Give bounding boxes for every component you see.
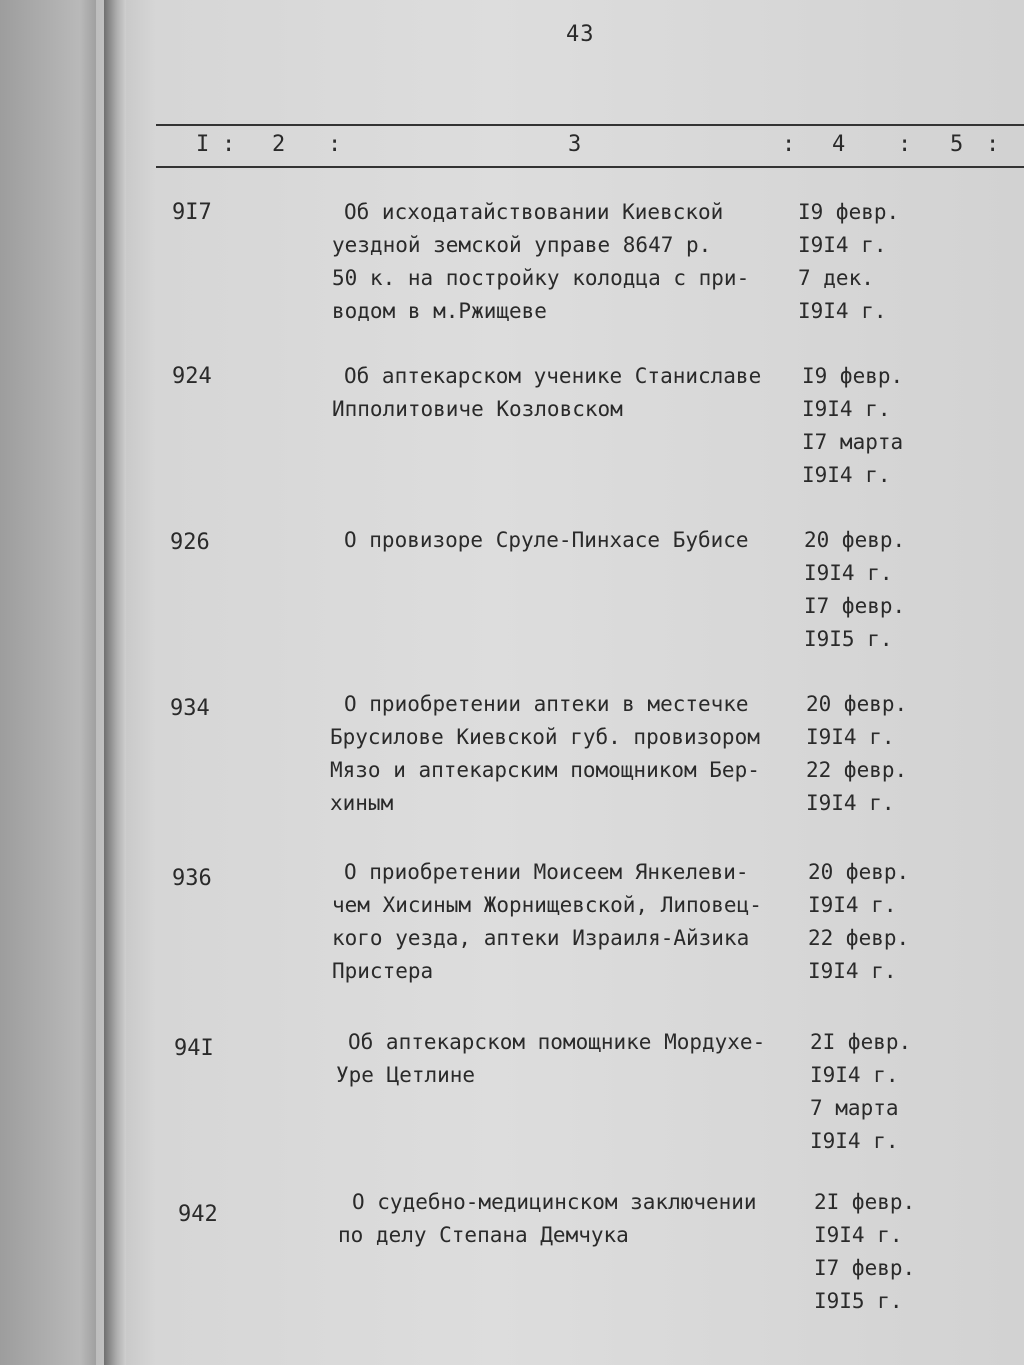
facing-page-edge (0, 0, 110, 1365)
entry-number: 934 (170, 696, 210, 721)
date-line: I9I4 г. (802, 397, 891, 421)
date-line: I9I4 г. (808, 893, 897, 917)
date-line: I7 февр. (814, 1256, 916, 1280)
date-line: 2I февр. (810, 1030, 912, 1054)
header-rule-bottom (156, 166, 1024, 168)
date-line: I7 февр. (804, 594, 906, 618)
date-line: I9I4 г. (810, 1063, 899, 1087)
date-line: I9I4 г. (808, 959, 897, 983)
date-line: I7 марта (802, 430, 904, 454)
entry-description (338, 1186, 808, 1252)
date-line: I9I4 г. (806, 725, 895, 749)
date-line: 2I февр. (814, 1190, 916, 1214)
entry-dates (808, 856, 1008, 988)
date-line: I9I4 г. (798, 233, 887, 257)
date-line: I9I4 г. (806, 791, 895, 815)
entry-number: 924 (172, 364, 212, 389)
description-line: Об аптекарском помощнике Мордухе- (348, 1030, 766, 1054)
description-line: Ипполитовиче Козловском (332, 397, 623, 421)
entry-dates (810, 1026, 1010, 1158)
entry-description (332, 196, 802, 328)
date-line: I9I4 г. (810, 1129, 899, 1153)
column-separator: : (898, 132, 912, 157)
header-rule-top (156, 124, 1024, 126)
date-line: 7 дек. (798, 266, 874, 290)
description-line: по делу Степана Демчука (338, 1223, 629, 1247)
column-separator: : (986, 132, 1000, 157)
description-line: чем Хисиным Жорнищевской, Липовец- (332, 893, 762, 917)
description-line: О судебно-медицинском заключении (352, 1190, 757, 1214)
description-line: О провизоре Сруле-Пинхасе Бубисе (344, 528, 749, 552)
column-separator: : (222, 132, 236, 157)
entry-description (332, 856, 802, 988)
description-line: Уре Цетлине (336, 1063, 476, 1087)
entry-dates (802, 360, 1002, 492)
column-separator: : (782, 132, 796, 157)
description-line: Пристера (332, 959, 434, 983)
entry-description (330, 524, 800, 557)
entry-number: 94I (174, 1036, 214, 1061)
book-gutter (104, 0, 126, 1365)
date-line: I9I4 г. (814, 1223, 903, 1247)
date-line: I9 февр. (798, 200, 900, 224)
date-line: 20 февр. (804, 528, 906, 552)
date-line: I9I4 г. (798, 299, 887, 323)
description-line: Об аптекарском ученике Станиславе (344, 364, 762, 388)
entry-dates (806, 688, 1006, 820)
entry-number: 942 (178, 1202, 218, 1227)
description-line: Брусилове Киевской губ. провизором (330, 725, 760, 749)
date-line: 22 февр. (806, 758, 908, 782)
description-line: Мязо и аптекарским помощником Бер- (330, 758, 760, 782)
date-line: 22 февр. (808, 926, 910, 950)
entry-number: 926 (170, 530, 210, 555)
date-line: 7 марта (810, 1096, 899, 1120)
description-line: кого уезда, аптеки Израиля-Айзика (332, 926, 750, 950)
entry-number: 9I7 (172, 200, 212, 225)
date-line: I9I5 г. (814, 1289, 903, 1313)
column-header-5: 5 (950, 132, 964, 157)
column-separator: : (328, 132, 342, 157)
column-header-1: I (196, 132, 210, 157)
entry-dates (798, 196, 998, 328)
entry-dates (804, 524, 1004, 656)
description-line: хиным (330, 791, 394, 815)
date-line: I9 февр. (802, 364, 904, 388)
entry-description (336, 1026, 806, 1092)
page-number: 43 (566, 22, 595, 47)
entry-description (332, 360, 802, 426)
date-line: 20 февр. (806, 692, 908, 716)
entry-description (330, 688, 800, 820)
date-line: I9I5 г. (804, 627, 893, 651)
description-line: Об исходатайствовании Киевской (344, 200, 724, 224)
column-header-2: 2 (272, 132, 286, 157)
description-line: О приобретении Моисеем Янкелеви- (344, 860, 749, 884)
date-line: I9I4 г. (804, 561, 893, 585)
description-line: О приобретении аптеки в местечке (344, 692, 749, 716)
date-line: I9I4 г. (802, 463, 891, 487)
entry-dates (814, 1186, 1014, 1318)
description-line: уездной земской управе 8647 р. (332, 233, 712, 257)
entry-number: 936 (172, 866, 212, 891)
date-line: 20 февр. (808, 860, 910, 884)
column-header-3: 3 (568, 132, 582, 157)
description-line: водом в м.Ржищеве (332, 299, 547, 323)
description-line: 50 к. на постройку колодца с при- (332, 266, 750, 290)
column-header-4: 4 (832, 132, 846, 157)
